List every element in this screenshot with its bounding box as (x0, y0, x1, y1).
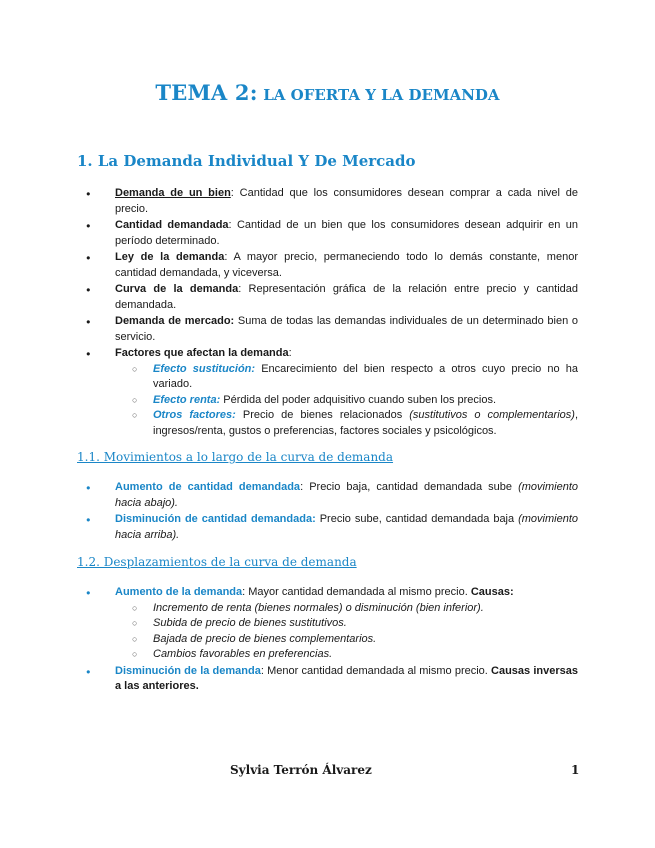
document-title (0, 80, 655, 105)
factors-sublist (115, 362, 578, 440)
sublist-item: ○ Incremento de renta (bienes normales) o disminución (bien inferior). (115, 601, 578, 617)
list-item: ● Demanda de un bien: Cantidad que los consumidores desean comprar a cada nivel de precio. (115, 186, 578, 217)
list-item: ● Aumento de cantidad demandada: Precio baja, cantidad demandada sube (movimiento hacia abajo). (115, 480, 578, 511)
sublist-item: ○ Otros factores: Precio de bienes relacionados (sustitutivos o complementarios), ingresos/renta, gustos o preferencias, factores sociales y psicológicos. (115, 408, 578, 439)
title-main: TEMA 2: (155, 80, 258, 105)
footer-author: Sylvia Terrón Álvarez (230, 763, 372, 777)
sublist-item: ○ Cambios favorables en preferencias. (115, 647, 578, 663)
section-1-2-heading: 1.2. Desplazamientos de la curva de demanda (77, 555, 357, 569)
section-1-1-heading: 1.1. Movimientos a lo largo de la curva de demanda (77, 450, 394, 464)
sublist-item: ○ Efecto renta: Pérdida del poder adquisitivo cuando suben los precios. (115, 393, 578, 409)
sublist-item: ○ Efecto sustitución: Encarecimiento del bien respecto a otros cuyo precio no ha variado. (115, 362, 578, 393)
list-item: ● Ley de la demanda: A mayor precio, permaneciendo todo lo demás constante, menor cantidad demandada, y viceversa. (115, 250, 578, 281)
list-item: ● Curva de la demanda: Representación gráfica de la relación entre precio y cantidad demandada. (115, 282, 578, 313)
list-item: ● Factores que afectan la demanda: ○ Efecto sustitución: Encarecimiento del bien respecto a otros cuyo precio no ha variado. ○ Efecto renta: Pérdida del poder adquisitivo cuando suben los precios. ○ Otros factores: Precio de bienes relacionados (sustitutivos o complementarios), ingresos/renta, gustos o preferencias, factores sociales y psicológicos. (115, 346, 578, 439)
list-item: ● Disminución de cantidad demandada: Precio sube, cantidad demandada baja (movimiento hacia arriba). (115, 512, 578, 543)
sublist-item: ○ Bajada de precio de bienes complementarios. (115, 632, 578, 648)
list-item: ● Disminución de la demanda: Menor cantidad demandada al mismo precio. Causas inversas a las anteriores. (115, 664, 578, 695)
list-item: ● Aumento de la demanda: Mayor cantidad demandada al mismo precio. Causas: ○ Incremento de renta (bienes normales) o disminución (bien inferior). ○ Subida de precio de bienes sustitutivos. ○ Bajada de precio de bienes complementarios. ○ Cambios favorables en preferencias. (115, 585, 578, 663)
causes-sublist (115, 601, 578, 663)
section-1-list (115, 186, 578, 440)
sublist-item: ○ Subida de precio de bienes sustitutivos. (115, 616, 578, 632)
page-number: 1 (571, 763, 580, 777)
section-1-1-list (115, 480, 578, 544)
title-rest: LA OFERTA Y LA DEMANDA (263, 86, 500, 104)
list-item: ● Demanda de mercado: Suma de todas las demandas individuales de un determinado bien o servicio. (115, 314, 578, 345)
section-1-heading: 1. La Demanda Individual Y De Mercado (77, 152, 416, 170)
list-item: ● Cantidad demandada: Cantidad de un bien que los consumidores desean adquirir en un período determinado. (115, 218, 578, 249)
section-1-2-list (115, 585, 578, 696)
